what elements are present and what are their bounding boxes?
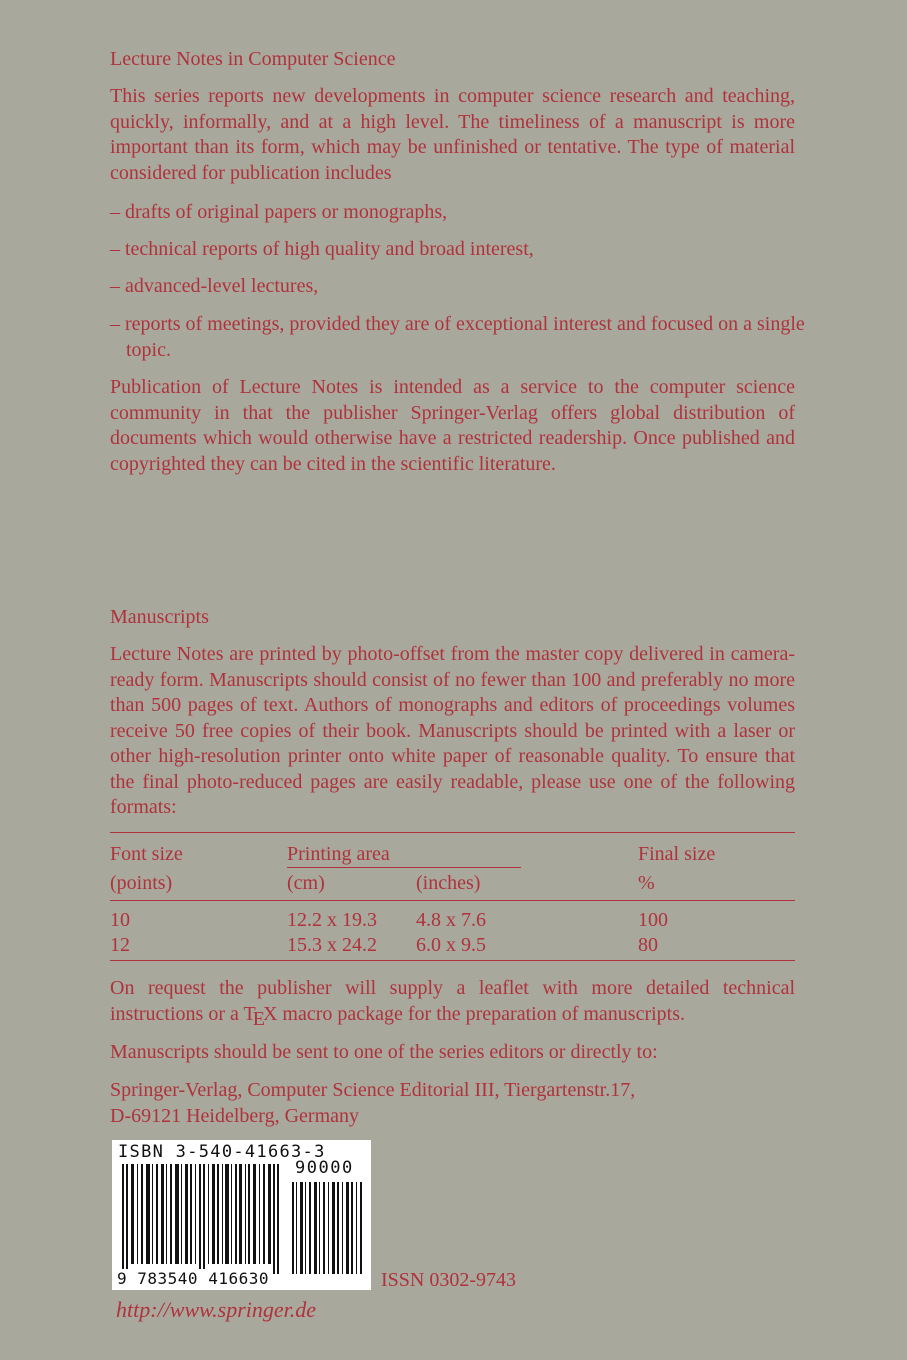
table-cell: 12.2 x 19.3 [287,909,377,931]
bullet-item: – technical reports of high quality and broad interest, [110,238,534,260]
publisher-url[interactable]: http://www.springer.de [116,1297,317,1322]
leaflet-paragraph [110,976,795,1030]
header-inches: (inches) [416,872,481,894]
table-cell: 6.0 x 9.5 [416,934,486,956]
barcode-bars [120,1162,370,1274]
leaflet-text-b: macro package for the preparation of manuscripts. [277,1002,686,1025]
printing-area-rule [287,867,521,868]
tex-letter-e: E [252,1007,265,1030]
manuscripts-heading: Manuscripts [110,606,209,628]
isbn-barcode [112,1140,371,1290]
publication-paragraph: Publication of Lecture Notes is intended as a service to the computer science community in that the publisher Springer-Verlag offers global distribution of documents which would otherwise have a restricted readership. Once published and copyrighted they can be cited in the scientific literature. [110,376,795,475]
barcode-ean: 9 783540 416630 [117,1269,269,1288]
table-cell: 100 [638,909,668,931]
address-line-2: D-69121 Heidelberg, Germany [110,1105,360,1127]
table-cell: 12 [110,934,130,956]
leaflet-text-a: On request the publisher will supply a leaflet with more detailed technical instructions or a [110,977,795,1025]
barcode-addon: 90000 [295,1158,354,1178]
tex-logo [243,1002,278,1030]
header-printing-area: Printing area [287,843,390,865]
table-cell: 15.3 x 24.2 [287,934,377,956]
manuscripts-intro: Lecture Notes are printed by photo-offset from the master copy delivered in camera-ready form. Manuscripts should consist of no fewer than 100 and preferably no more than 500 pages of text. Authors of monographs and editors of proceedings volumes receive 50 free copies of their book. Manuscripts should be printed with a laser or other high-resolution printer onto white paper of reasonable quality. To ensure that the final photo-reduced pages are easily readable, please use one of the following formats: [110,643,795,818]
series-heading: Lecture Notes in Computer Science [110,48,396,70]
table-bottom-rule [110,960,795,961]
bullet-item: – reports of meetings, provided they are of exceptional interest and focused on a single topic. [110,313,805,361]
header-points: (points) [110,872,173,894]
table-cell: 4.8 x 7.6 [416,909,486,931]
bullet-item: – drafts of original papers or monographs, [110,201,448,223]
bullet-item: – advanced-level lectures, [110,275,319,297]
table-header-rule [110,900,795,901]
tex-letter-x: X [262,1002,278,1025]
series-intro: This series reports new developments in computer science research and teaching, quickly, informally, and at a high level. The timeliness of a manuscript is more important than its form, which may be unfinished or tentative. The type of material considered for publication includes [110,85,795,184]
tex-letter-t: T [243,1002,256,1025]
header-percent: % [638,872,655,894]
issn-label: ISSN 0302-9743 [381,1269,517,1291]
header-cm: (cm) [287,872,325,894]
send-to-line: Manuscripts should be sent to one of the series editors or directly to: [110,1041,658,1063]
table-top-rule [110,832,795,833]
publisher-address [110,1077,795,1129]
header-final-size: Final size [638,843,716,865]
isbn-label: ISBN 3-540-41663-3 [118,1142,326,1162]
table-cell: 80 [638,934,658,956]
table-cell: 10 [110,909,130,931]
address-line-1: Springer-Verlag, Computer Science Editorial III, Tiergartenstr.17, [110,1079,636,1101]
header-font-size: Font size [110,843,183,865]
